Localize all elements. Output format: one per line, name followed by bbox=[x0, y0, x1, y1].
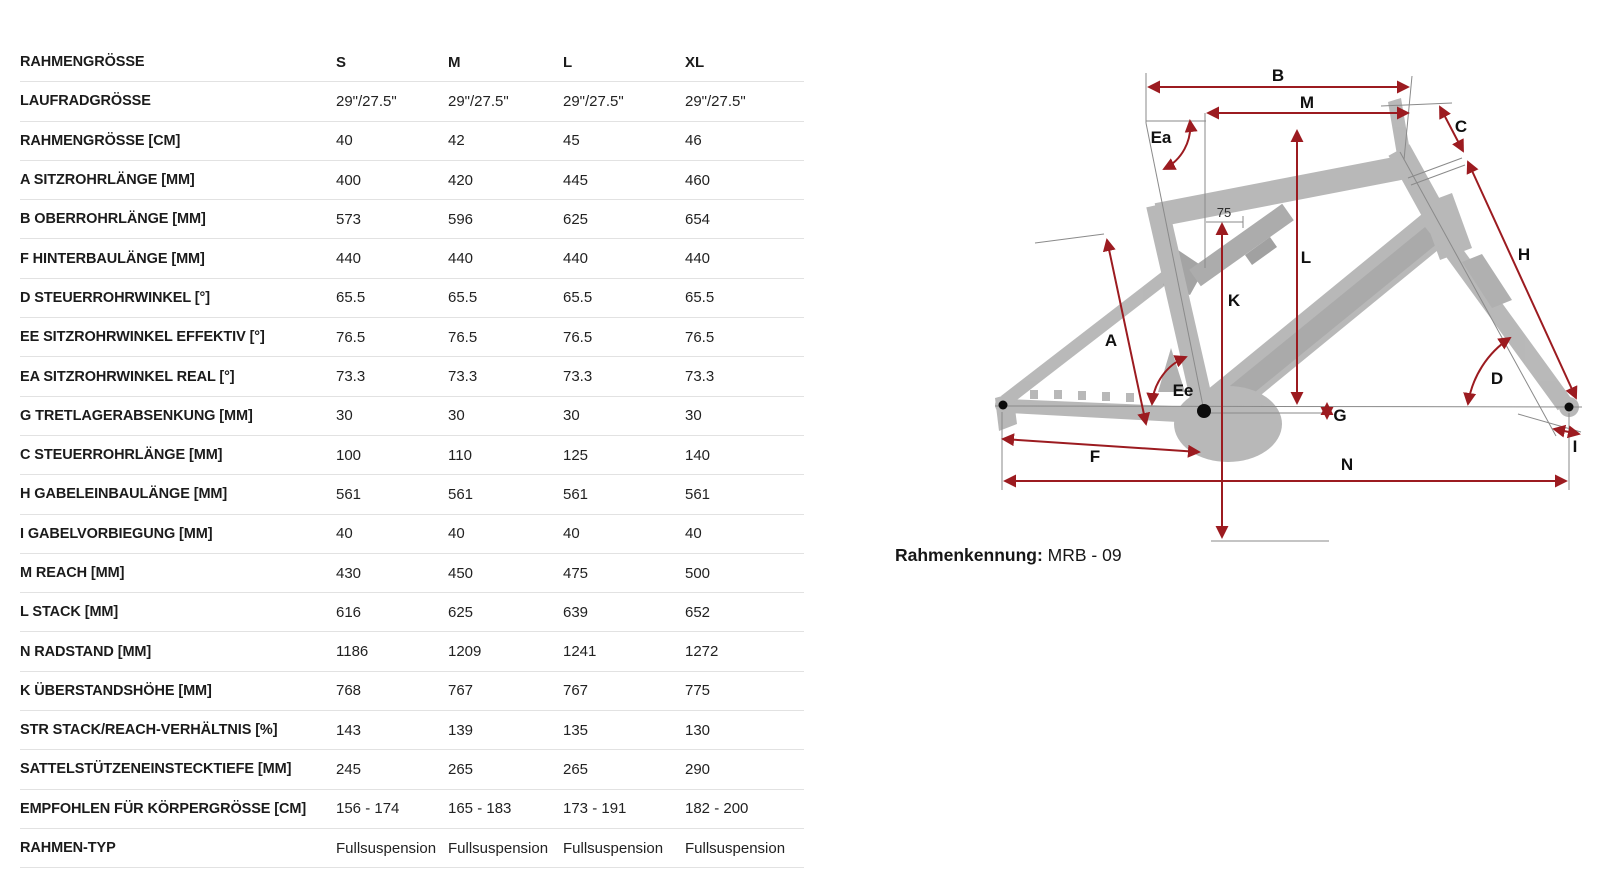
table-row bbox=[20, 632, 804, 671]
row-value: 440 bbox=[336, 250, 362, 268]
row-label: C STEUERROHRLÄNGE [MM] bbox=[20, 447, 223, 464]
header-row bbox=[20, 43, 804, 82]
label-d: D bbox=[1490, 369, 1504, 388]
steerer-stub bbox=[1388, 98, 1411, 161]
row-value: 76.5 bbox=[336, 328, 366, 346]
table-row bbox=[20, 397, 804, 436]
row-value: 73.3 bbox=[685, 368, 715, 386]
table-row bbox=[20, 357, 804, 396]
bottom-bracket-dot bbox=[1197, 404, 1211, 418]
label-i: I bbox=[1572, 437, 1578, 456]
column-header: M bbox=[448, 53, 461, 71]
cable-guide bbox=[1030, 390, 1038, 399]
table-row bbox=[20, 829, 804, 868]
row-value: 561 bbox=[563, 485, 589, 503]
row-label: SATTELSTÜTZENEINSTECKTIEFE [MM] bbox=[20, 761, 292, 778]
column-header: S bbox=[336, 53, 347, 71]
label-ee: Ee bbox=[1172, 381, 1194, 400]
row-label: G TRETLAGERABSENKUNG [MM] bbox=[20, 407, 253, 424]
row-value: 767 bbox=[563, 682, 589, 700]
row-value: 440 bbox=[448, 250, 474, 268]
label-c: C bbox=[1454, 117, 1468, 136]
row-value: 654 bbox=[685, 210, 711, 228]
row-value: 767 bbox=[448, 682, 474, 700]
row-value: Fullsuspension bbox=[563, 839, 664, 857]
fork-offset-guide bbox=[1518, 414, 1581, 432]
dimension-i bbox=[1554, 429, 1579, 434]
dimension-d-arc bbox=[1468, 338, 1510, 404]
row-label: STR STACK/REACH-VERHÄLTNIS [%] bbox=[20, 722, 278, 739]
row-value: Fullsuspension bbox=[685, 839, 786, 857]
row-label: EMPFOHLEN FÜR KÖRPERGRÖSSE [CM] bbox=[20, 800, 307, 817]
row-label: N RADSTAND [MM] bbox=[20, 643, 152, 660]
row-value: 165 - 183 bbox=[448, 800, 512, 818]
steering-axis-guide bbox=[1400, 152, 1556, 436]
label-k: K bbox=[1227, 291, 1241, 310]
row-value: Fullsuspension bbox=[336, 839, 437, 857]
row-value: 29"/27.5" bbox=[448, 92, 509, 110]
label-n: N bbox=[1340, 455, 1354, 474]
table-row bbox=[20, 436, 804, 475]
row-value: 768 bbox=[336, 682, 362, 700]
label-g: G bbox=[1333, 406, 1347, 425]
row-value: 40 bbox=[336, 132, 353, 150]
row-value: 110 bbox=[448, 446, 472, 464]
row-value: 173 - 191 bbox=[563, 800, 627, 818]
row-value: 30 bbox=[448, 407, 465, 425]
row-value: 625 bbox=[563, 210, 589, 228]
row-value: 440 bbox=[685, 250, 711, 268]
row-label: RAHMEN-TYP bbox=[20, 840, 116, 857]
row-label: B OBERROHRLÄNGE [MM] bbox=[20, 211, 206, 228]
table-row bbox=[20, 200, 804, 239]
row-value: 561 bbox=[685, 485, 711, 503]
label-l: L bbox=[1300, 248, 1312, 267]
row-value: 76.5 bbox=[685, 328, 715, 346]
row-value: 73.3 bbox=[448, 368, 478, 386]
row-value: 125 bbox=[563, 446, 589, 464]
table-row bbox=[20, 279, 804, 318]
row-value: 65.5 bbox=[685, 289, 715, 307]
row-value: 561 bbox=[336, 485, 362, 503]
row-value: 290 bbox=[685, 760, 711, 778]
row-value: 42 bbox=[448, 132, 465, 150]
row-value: 135 bbox=[563, 721, 589, 739]
chainstay bbox=[1008, 399, 1196, 423]
table-row bbox=[20, 593, 804, 632]
table-row bbox=[20, 750, 804, 789]
row-value: 40 bbox=[448, 525, 465, 543]
column-header: XL bbox=[685, 53, 705, 71]
row-value: 639 bbox=[563, 603, 589, 621]
label-m: M bbox=[1299, 93, 1315, 112]
row-value: 65.5 bbox=[448, 289, 478, 307]
row-value: 475 bbox=[563, 564, 589, 582]
row-label: LAUFRADGRÖSSE bbox=[20, 93, 151, 110]
row-value: 420 bbox=[448, 171, 474, 189]
label-offset-75: 75 bbox=[1216, 205, 1232, 220]
row-value: Fullsuspension bbox=[448, 839, 549, 857]
row-label: EA SITZROHRWINKEL REAL [°] bbox=[20, 368, 235, 385]
row-label: D STEUERROHRWINKEL [°] bbox=[20, 289, 210, 306]
row-value: 1186 bbox=[336, 643, 369, 661]
row-value: 73.3 bbox=[563, 368, 593, 386]
table-row bbox=[20, 122, 804, 161]
row-label: EE SITZROHRWINKEL EFFEKTIV [°] bbox=[20, 329, 265, 346]
row-value: 561 bbox=[448, 485, 474, 503]
row-label: H GABELEINBAULÄNGE [MM] bbox=[20, 486, 228, 503]
row-value: 156 - 174 bbox=[336, 800, 400, 818]
table-row bbox=[20, 318, 804, 357]
label-b: B bbox=[1271, 66, 1285, 85]
row-value: 29"/27.5" bbox=[563, 92, 624, 110]
row-value: 450 bbox=[448, 564, 474, 582]
row-value: 29"/27.5" bbox=[685, 92, 746, 110]
header-label: RAHMENGRÖSSE bbox=[20, 54, 145, 71]
fork-leg bbox=[1438, 235, 1573, 411]
cable-guide bbox=[1078, 391, 1086, 400]
row-value: 652 bbox=[685, 603, 711, 621]
row-value: 30 bbox=[685, 407, 702, 425]
row-label: M REACH [MM] bbox=[20, 565, 125, 581]
row-value: 616 bbox=[336, 603, 362, 621]
row-value: 100 bbox=[336, 446, 362, 464]
row-value: 40 bbox=[685, 525, 702, 543]
row-value: 1272 bbox=[685, 643, 719, 661]
row-value: 65.5 bbox=[336, 289, 366, 307]
row-value: 430 bbox=[336, 564, 362, 582]
row-value: 440 bbox=[563, 250, 589, 268]
geometry-diagram bbox=[870, 0, 1600, 600]
row-value: 445 bbox=[563, 171, 589, 189]
spec-table-body bbox=[20, 82, 804, 868]
row-value: 140 bbox=[685, 446, 711, 464]
label-ea: Ea bbox=[1150, 128, 1172, 147]
row-label: A SITZROHRLÄNGE [MM] bbox=[20, 172, 195, 189]
table-row bbox=[20, 161, 804, 200]
row-value: 40 bbox=[336, 525, 353, 543]
row-value: 73.3 bbox=[336, 368, 366, 386]
row-value: 1241 bbox=[563, 643, 597, 661]
label-f: F bbox=[1089, 447, 1101, 466]
row-label: I GABELVORBIEGUNG [MM] bbox=[20, 525, 213, 542]
cable-guide bbox=[1102, 392, 1110, 401]
row-value: 46 bbox=[685, 132, 702, 150]
table-row bbox=[20, 554, 804, 593]
row-value: 573 bbox=[336, 210, 362, 228]
row-value: 460 bbox=[685, 171, 711, 189]
row-value: 139 bbox=[448, 721, 474, 739]
row-value: 30 bbox=[336, 407, 353, 425]
a-top-tick bbox=[1035, 234, 1104, 243]
rear-axle-dot bbox=[999, 401, 1008, 410]
row-value: 130 bbox=[685, 721, 711, 739]
table-row bbox=[20, 239, 804, 278]
table-row bbox=[20, 82, 804, 121]
row-value: 265 bbox=[448, 760, 474, 778]
table-row bbox=[20, 672, 804, 711]
geometry-spec-table bbox=[20, 43, 804, 868]
front-axle-dot bbox=[1565, 403, 1574, 412]
row-value: 45 bbox=[563, 132, 580, 150]
row-value: 596 bbox=[448, 210, 474, 228]
row-value: 245 bbox=[336, 760, 362, 778]
row-label: L STACK [MM] bbox=[20, 604, 119, 621]
row-value: 76.5 bbox=[563, 328, 593, 346]
row-label: RAHMENGRÖSSE [CM] bbox=[20, 132, 181, 149]
table-row bbox=[20, 475, 804, 514]
bike-frame-silhouette bbox=[995, 98, 1579, 462]
frame-id-caption bbox=[895, 545, 1122, 566]
label-a: A bbox=[1104, 331, 1118, 350]
frame-id-label: Rahmenkennung: bbox=[895, 545, 1043, 565]
cable-guide bbox=[1126, 393, 1134, 402]
row-value: 400 bbox=[336, 171, 362, 189]
row-value: 30 bbox=[563, 407, 580, 425]
row-value: 625 bbox=[448, 603, 474, 621]
row-label: K ÜBERSTANDSHÖHE [MM] bbox=[20, 682, 212, 699]
table-row bbox=[20, 515, 804, 554]
row-label: F HINTERBAULÄNGE [MM] bbox=[20, 250, 205, 267]
row-value: 65.5 bbox=[563, 289, 593, 307]
column-header: L bbox=[563, 53, 573, 71]
row-value: 265 bbox=[563, 760, 589, 778]
row-value: 500 bbox=[685, 564, 711, 582]
table-row bbox=[20, 790, 804, 829]
cable-guide bbox=[1054, 390, 1062, 399]
table-row bbox=[20, 711, 804, 750]
row-value: 143 bbox=[336, 721, 362, 739]
row-value: 29"/27.5" bbox=[336, 92, 397, 110]
label-h: H bbox=[1517, 245, 1531, 264]
dimension-f bbox=[1003, 439, 1199, 452]
row-value: 1209 bbox=[448, 643, 482, 661]
row-value: 76.5 bbox=[448, 328, 478, 346]
row-value: 40 bbox=[563, 525, 580, 543]
frame-id-value: MRB - 09 bbox=[1047, 545, 1122, 565]
row-value: 182 - 200 bbox=[685, 800, 749, 818]
row-value: 775 bbox=[685, 682, 711, 700]
